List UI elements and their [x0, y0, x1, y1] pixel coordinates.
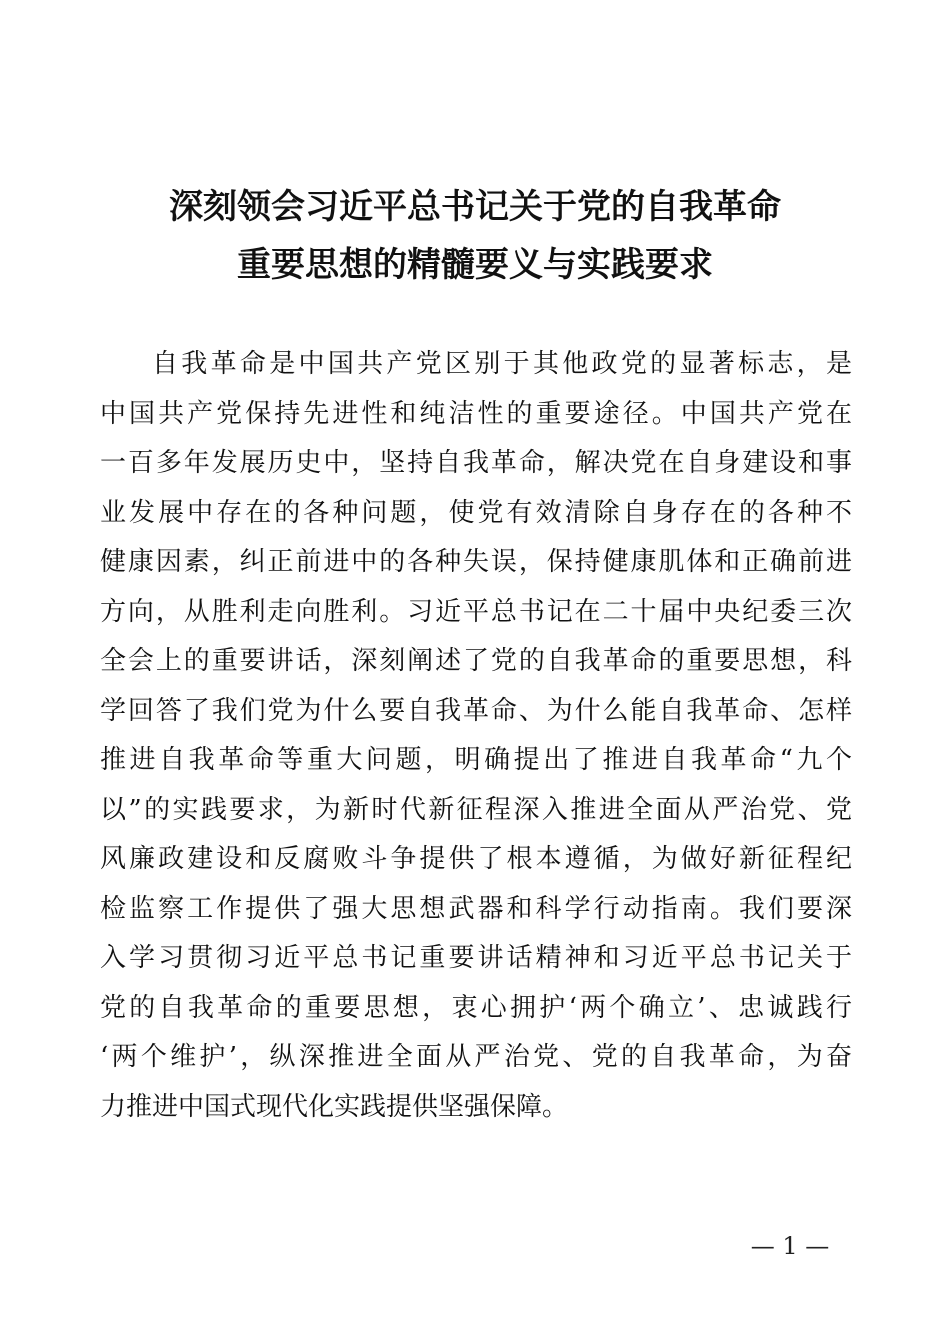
page-number: — 1 —	[750, 1232, 830, 1260]
body-line-4: 业发展中存在的各种问题，使党有效清除自身存在的各种不	[100, 497, 852, 528]
body-line-13: 入学习贯彻习近平总书记重要讲话精神和习近平总书记关于	[100, 943, 852, 973]
title-line-2: 重要思想的精髓要义与实践要求	[237, 245, 713, 285]
body-line-8: 学回答了我们党为什么要自我革命、为什么能自我革命、怎样	[100, 695, 852, 726]
body-line-1: 自我革命是中国共产党区别于其他政党的显著标志，是	[152, 349, 852, 379]
body-paragraph	[100, 340, 852, 1132]
body-line-6: 方向，从胜利走向胜利。习近平总书记在二十届中央纪委三次	[100, 596, 852, 627]
body-line-9: 推进自我革命等重大问题，明确提出了推进自我革命“九个	[100, 745, 852, 775]
body-line-3: 一百多年发展历史中，坚持自我革命，解决党在自身建设和事	[100, 448, 852, 478]
body-line-7: 全会上的重要讲话，深刻阐述了党的自我革命的重要思想，科	[100, 646, 852, 676]
body-line-5: 健康因素，纠正前进中的各种失误，保持健康肌体和正确前进	[100, 547, 852, 577]
body-line-15: ‘两个维护’，纵深推进全面从严治党、党的自我革命，为奋	[100, 1042, 852, 1072]
body-line-12: 检监察工作提供了强大思想武器和科学行动指南。我们要深	[100, 893, 852, 924]
body-line-14: 党的自我革命的重要思想，衷心拥护‘两个确立’、忠诚践行	[100, 992, 852, 1023]
body-line-16: 力推进中国式现代化实践提供坚强保障。	[100, 1091, 569, 1122]
page-title	[80, 178, 870, 294]
body-line-2: 中国共产党保持先进性和纯洁性的重要途径。中国共产党在	[100, 398, 852, 429]
title-line-1: 深刻领会习近平总书记关于党的自我革命	[169, 187, 781, 227]
body-line-10: 以”的实践要求，为新时代新征程深入推进全面从严治党、党	[100, 794, 852, 825]
body-line-11: 风廉政建设和反腐败斗争提供了根本遵循，为做好新征程纪	[100, 844, 852, 874]
